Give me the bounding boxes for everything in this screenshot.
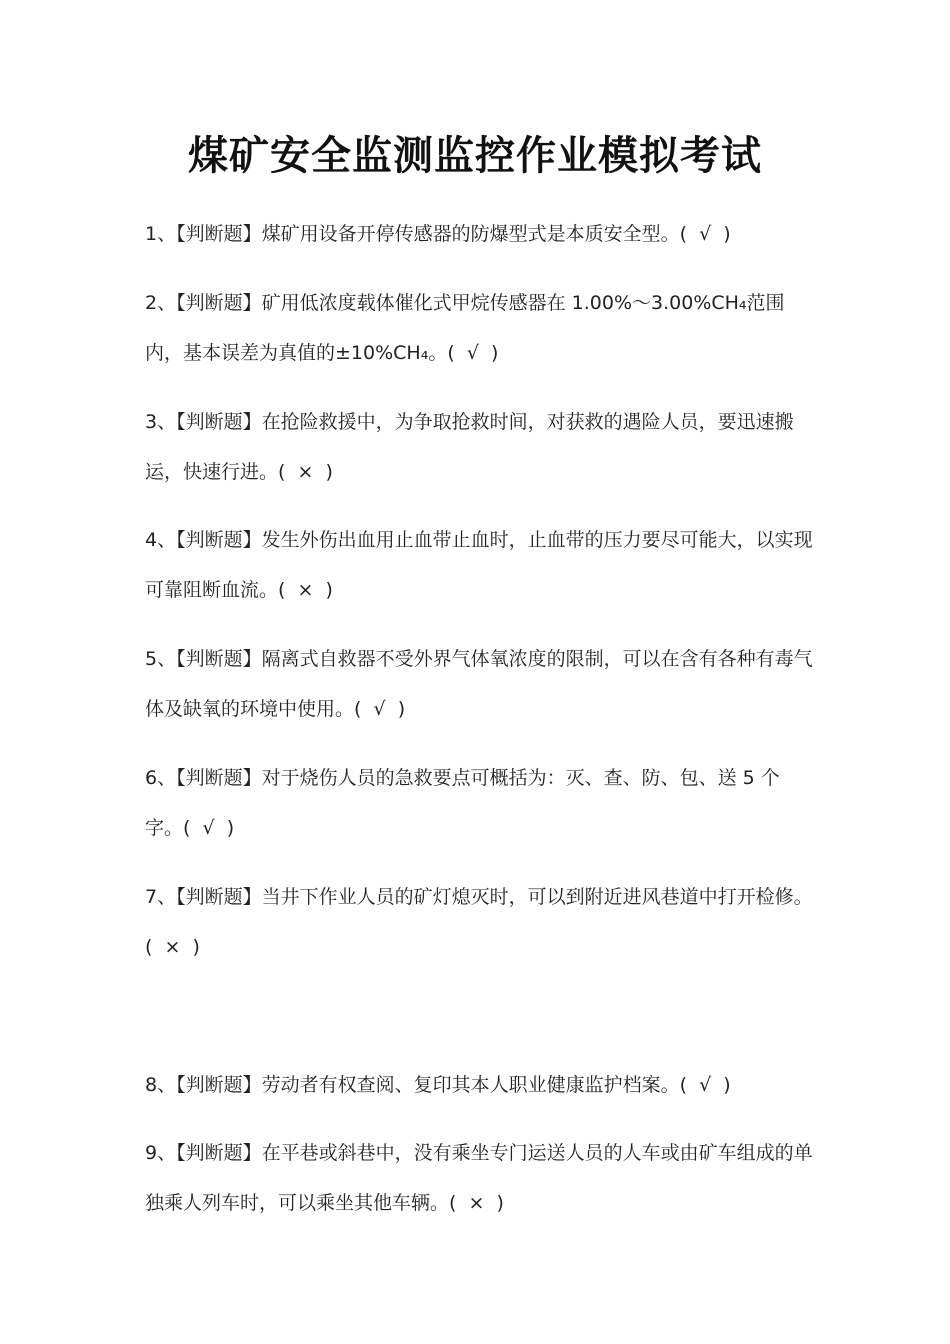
question-answer: ( √ ) — [447, 342, 499, 364]
question-number: 6、 — [145, 767, 177, 789]
question-type: 【判断题】 — [176, 1142, 262, 1164]
question-answer: ( √ ) — [679, 223, 731, 245]
question-type: 【判断题】 — [176, 529, 262, 551]
question-text: 劳动者有权查阅、复印其本人职业健康监护档案。 — [261, 1074, 680, 1096]
question-type: 【判断题】 — [176, 411, 262, 433]
question-8 — [145, 1060, 815, 1110]
question-type: 【判断题】 — [176, 1074, 262, 1096]
question-answer: ( √ ) — [183, 817, 235, 839]
question-answer: ( × ) — [278, 461, 333, 483]
question-answer: ( × ) — [145, 936, 200, 958]
question-number: 8、 — [145, 1074, 177, 1096]
question-type: 【判断题】 — [176, 767, 262, 789]
question-number: 2、 — [145, 292, 177, 314]
question-text: 在平巷或斜巷中，没有乘坐专门运送人员的人车或由矿车组成的单独乘人列车时，可以乘坐其他车辆。 — [145, 1142, 813, 1214]
question-text: 在抢险救援中，为争取抢救时间，对获救的遇险人员，要迅速搬运，快速行进。 — [145, 411, 794, 483]
question-number: 9、 — [145, 1142, 177, 1164]
question-3 — [145, 397, 815, 497]
question-answer: ( × ) — [449, 1192, 504, 1214]
question-text: 煤矿用设备开停传感器的防爆型式是本质安全型。 — [261, 223, 680, 245]
question-answer: ( √ ) — [354, 698, 406, 720]
question-type: 【判断题】 — [176, 223, 262, 245]
question-4 — [145, 515, 815, 615]
question-number: 1、 — [145, 223, 177, 245]
question-number: 4、 — [145, 529, 177, 551]
question-type: 【判断题】 — [176, 886, 262, 908]
question-text: 隔离式自救器不受外界气体氧浓度的限制，可以在含有各种有毒气体及缺氧的环境中使用。 — [145, 648, 813, 720]
question-number: 7、 — [145, 886, 177, 908]
question-5 — [145, 634, 815, 734]
question-text: 矿用低浓度载体催化式甲烷传感器在 1.00%～3.00%CH₄范围内，基本误差为真值的±10%CH₄。 — [145, 292, 785, 364]
question-9 — [145, 1128, 815, 1228]
question-text: 对于烧伤人员的急救要点可概括为：灭、查、防、包、送 5 个字。 — [145, 767, 780, 839]
question-number: 3、 — [145, 411, 177, 433]
question-type: 【判断题】 — [176, 292, 262, 314]
question-6 — [145, 753, 815, 853]
document-title: 煤矿安全监测监控作业模拟考试 — [188, 133, 762, 179]
question-2 — [145, 278, 815, 378]
question-1 — [145, 209, 815, 259]
question-answer: ( × ) — [278, 579, 333, 601]
question-text: 当井下作业人员的矿灯熄灭时，可以到附近进风巷道中打开检修。 — [261, 886, 813, 908]
question-answer: ( √ ) — [679, 1074, 731, 1096]
question-7 — [145, 872, 815, 972]
question-number: 5、 — [145, 648, 177, 670]
question-text: 发生外伤出血用止血带止血时，止血带的压力要尽可能大，以实现可靠阻断血流。 — [145, 529, 813, 601]
question-type: 【判断题】 — [176, 648, 262, 670]
